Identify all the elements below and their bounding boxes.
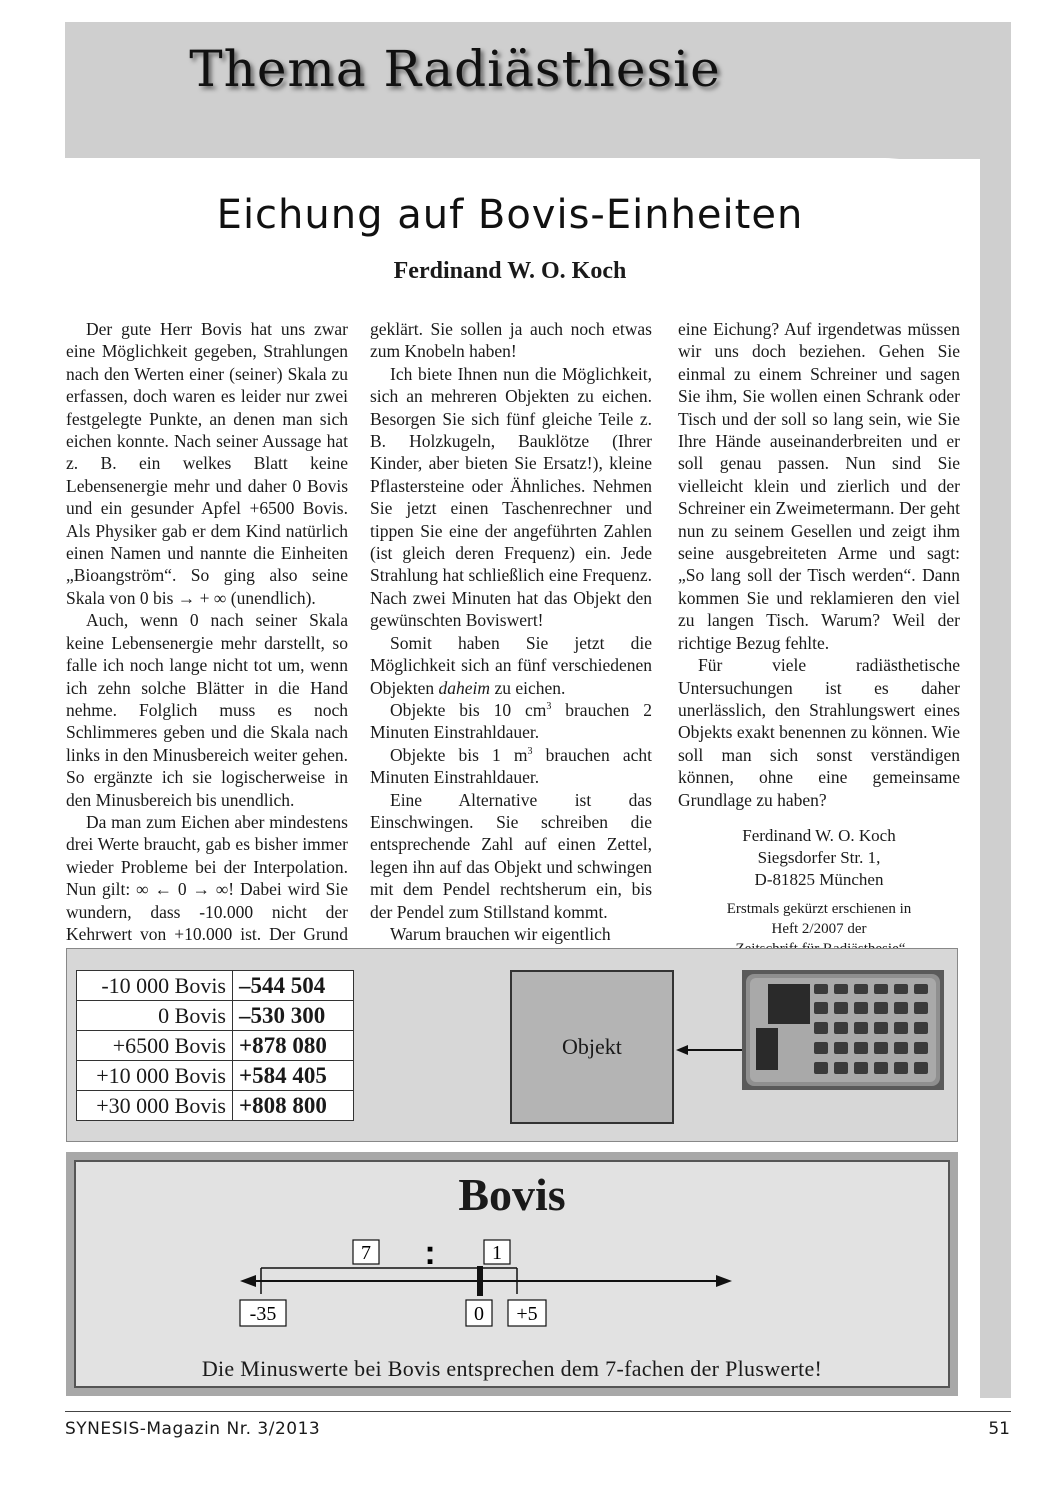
tick-zero-label: 0 (474, 1303, 484, 1325)
paragraph: geklärt. Sie sollen ja auch noch etwas zum Knobeln haben! (370, 319, 652, 362)
side-band (980, 22, 1011, 1398)
paragraph (370, 699, 652, 744)
paragraph: Ich biete Ihnen nun die Möglichkeit, sich an mehreren Objekten zu eichen. Besorgen Sie sich fünf gleiche Teile z. B. Holzkugeln, Bauklötze (Ihrer Kinder, aber bieten Sie Ersatz!), kleine Pflastersteine oder Ähnliches. Nehmen Sie jetzt einen Taschenrechner und tippen Sie eine der angeführten Zahlen (ist gleich deren Frequenz) ein. Jede Strahlung hat schließlich eine Frequenz. Nach zwei Minuten hat das Objekt den gewünschten Boviswert! (370, 363, 652, 631)
calculator-icon (742, 970, 944, 1090)
paragraph: Da man zum Eichen aber mindestens drei Werte braucht, gab es bisher immer wieder Probleme bei der Interpolation. Nun gilt: ∞ ← 0 → ∞! Dabei wird Sie wundern, dass -10.000 nicht der Kehrwert von +10.000 ist. Der Grund (66, 811, 348, 944)
zero-tick (477, 1266, 483, 1296)
object-box (510, 970, 674, 1124)
article-author: Ferdinand W. O. Koch (393, 258, 627, 284)
table-cell-label: +10 000 Bovis (77, 1061, 233, 1091)
table-row (77, 971, 354, 1001)
superscript: 3 (546, 701, 552, 713)
ratio-left-value: 7 (361, 1242, 371, 1264)
figure-heading: Bovis (458, 1169, 566, 1220)
table-cell-value: –530 300 (233, 1001, 354, 1031)
footer-rule (65, 1411, 1011, 1412)
text-run: Objekte bis 1 m (390, 744, 528, 765)
paragraph (370, 632, 652, 699)
column-3 (678, 318, 960, 959)
table-cell-label: +30 000 Bovis (77, 1091, 233, 1121)
paragraph: Warum brauchen wir eigentlich (390, 923, 611, 944)
emphasis: daheim (438, 677, 491, 698)
bovis-table (76, 970, 354, 1121)
paragraph: Eine Alternative ist das Einschwingen. Sie schreiben die entsprechende Zahl auf einen Zettel, legen ihn auf das Objekt und schwingen mit dem Pendel rechtsherum ein, bis der Pendel zum Stillstand kommt. (370, 789, 652, 922)
paragraph: Auch, wenn 0 nach seiner Skala keine Lebensenergie mehr darstellt, so falle ich noch lange nicht tot um, wenn ich zehn solche Blätter in die Hand nehme. Folglich muss es noch Schlimmeres geben und die Skala nach links in den Minusbereich weiter gehen. So ergänzte ich sie logischerweise in den Minusbereich bis unendlich. (66, 610, 348, 810)
article-title: Eichung auf Bovis-Einheiten (216, 192, 804, 238)
table-cell-value: +808 800 (233, 1091, 354, 1121)
page-number: 51 (988, 1419, 1010, 1439)
text-run: brauchen 2 Minuten Einstrahldauer. (370, 699, 652, 743)
ratio-right-value: 1 (492, 1242, 502, 1264)
table-cell-label: 0 Bovis (77, 1001, 233, 1031)
table-cell-value: –544 504 (233, 971, 354, 1001)
paragraph: eine Eichung? Auf irgendetwas müssen wir uns doch beziehen. Gehen Sie einmal zu einem Schreiner und sagen Sie ihm, Sie wollen einen Schrank oder Tisch und der soll so lang sein, wie Sie Ihre Hände auseinanderbreiten und er soll genau passen. Nun sind Sie vielleicht klein und zierlich und der Schreiner ein Zweimetermann. Der geht nun zu seinem Gesellen und zeigt ihm seine ausgebreiteten Arme und sagt: „So lang soll der Tisch werden“. Dann kommen Sie und reklamieren den viel zu langen Tisch. Warum? Weil der richtige Bezug fehlte. (678, 319, 960, 653)
text-run: Somit haben Sie jetzt die Möglichkeit sich an fünf verschiedenen Objekten (370, 632, 652, 698)
note-line: Heft 2/2007 der (771, 920, 867, 937)
tick-pos-label: +5 (516, 1303, 538, 1325)
author-address (678, 825, 960, 891)
paragraph: Der gute Herr Bovis hat uns zwar eine Möglichkeit gegeben, Strahlungen nach den Werten einer (seiner) Skala zu erfassen, doch waren es leider nur zwei festgelegte Punkte, an denen man sich eichen konnte. Nach seiner Aussage hat z. B. ein welkes Blatt keine Lebensenergie mehr und daher 0 Bovis und ein gesunder Apfel +6500 Bovis. Als Physiker gab er dem Kind natürlich einen Namen und nannte die Einheiten „Bioangström“. So ging also seine Skala von 0 bis → + ∞ (unendlich). (66, 319, 348, 608)
bovis-scale-diagram (74, 1160, 950, 1360)
text-run: zu eichen. (490, 677, 566, 698)
table-row (77, 1031, 354, 1061)
text-run: brauchen acht Minuten Einstrahldauer. (370, 744, 652, 788)
note-line: Erstmals gekürzt erschienen in (726, 900, 912, 917)
address-city: D-81825 München (754, 869, 884, 889)
column-1 (66, 318, 348, 968)
table-cell-label: +6500 Bovis (77, 1031, 233, 1061)
address-street: Siegsdorfer Str. 1, (757, 847, 881, 867)
object-label: Objekt (562, 1034, 622, 1059)
superscript: 3 (527, 745, 533, 757)
arrow-left-icon (676, 1040, 742, 1060)
figure-caption: Die Minuswerte bei Bovis entsprechen dem 7-fachen der Pluswerte! (201, 1356, 823, 1381)
scale-arrow-left (240, 1275, 256, 1287)
paragraph (370, 744, 652, 789)
tick-neg-label: -35 (249, 1303, 277, 1325)
table-cell-value: +584 405 (233, 1061, 354, 1091)
table-row (77, 1091, 354, 1121)
address-name: Ferdinand W. O. Koch (742, 825, 896, 845)
text-run: Objekte bis 10 cm (390, 699, 547, 720)
table-cell-label: -10 000 Bovis (77, 971, 233, 1001)
paragraph: Für viele radiästhetische Untersuchungen ist es daher unerlässlich, den Strahlungswert eines Objekts exakt benennen zu können. Wie soll man sich sonst verständigen können, ohne eine gemeinsame Grundlage zu haben? (678, 655, 960, 810)
footer-magazine: SYNESIS-Magazin Nr. 3/2013 (65, 1419, 321, 1439)
masthead: Thema Radiästhesie (189, 40, 721, 98)
scale-arrow-right (716, 1275, 732, 1287)
column-2 (370, 318, 652, 945)
ratio-separator: : (424, 1234, 436, 1272)
table-row (77, 1061, 354, 1091)
table-row (77, 1001, 354, 1031)
table-cell-value: +878 080 (233, 1031, 354, 1061)
